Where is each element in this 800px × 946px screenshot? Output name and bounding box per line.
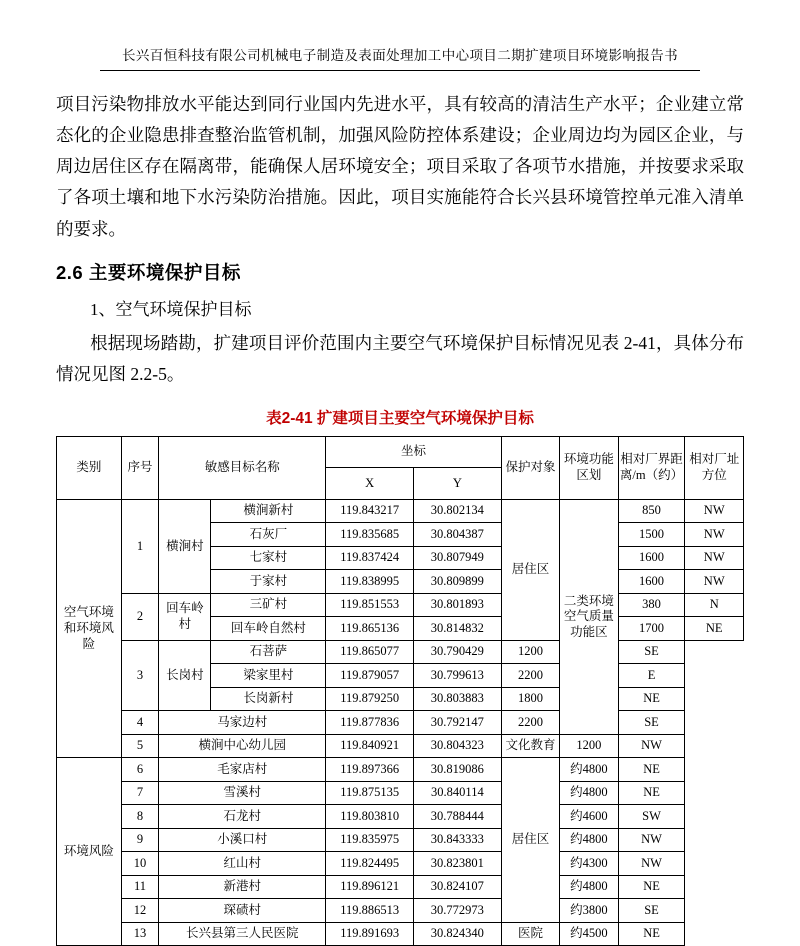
cell-y: 30.803883 xyxy=(414,687,502,711)
cell-protect-object: 医院 xyxy=(501,922,559,946)
cell-target-name: 马家边村 xyxy=(159,711,326,735)
cell-x: 119.897366 xyxy=(326,758,414,782)
cell-village: 长岗村 xyxy=(159,640,211,711)
cell-target-name: 雪溪村 xyxy=(159,781,326,805)
cell-distance: 1600 xyxy=(618,570,685,594)
cell-direction: NE xyxy=(685,617,744,641)
cell-distance: 1800 xyxy=(501,687,559,711)
cell-y: 30.814832 xyxy=(414,617,502,641)
table-row xyxy=(57,711,744,735)
cell-target-name: 横涧新村 xyxy=(211,499,326,523)
cell-index: 9 xyxy=(121,828,159,852)
cell-direction: N xyxy=(685,593,744,617)
cell-distance: 约4800 xyxy=(560,758,618,782)
cell-distance: 约3800 xyxy=(560,899,618,923)
body-paragraph-2 xyxy=(56,328,744,390)
cell-target-name: 长兴县第三人民医院 xyxy=(159,922,326,946)
cell-target-name: 毛家店村 xyxy=(159,758,326,782)
th-target-name: 敏感目标名称 xyxy=(159,436,326,499)
cell-direction: NE xyxy=(618,922,685,946)
sub-item-heading: 1、空气环境保护目标 xyxy=(90,299,252,319)
cell-target-name: 横涧中心幼儿园 xyxy=(159,734,326,758)
cell-y: 30.824107 xyxy=(414,875,502,899)
cell-x: 119.886513 xyxy=(326,899,414,923)
table-row xyxy=(57,593,744,617)
cell-x: 119.835975 xyxy=(326,828,414,852)
cell-index: 7 xyxy=(121,781,159,805)
cell-y: 30.788444 xyxy=(414,805,502,829)
cell-x: 119.879250 xyxy=(326,687,414,711)
cell-direction: NW xyxy=(685,499,744,523)
paragraph-text: 根据现场踏勘，扩建项目评价范围内主要空气环境保护目标情况见表 2-41，具体分布情况见图 2.2-5。 xyxy=(56,332,744,384)
cell-x: 119.843217 xyxy=(326,499,414,523)
cell-index: 13 xyxy=(121,922,159,946)
cell-direction: NW xyxy=(618,734,685,758)
table-row xyxy=(57,734,744,758)
cell-x: 119.891693 xyxy=(326,922,414,946)
th-category: 类别 xyxy=(57,436,122,499)
cell-index: 6 xyxy=(121,758,159,782)
cell-distance: 约4300 xyxy=(560,852,618,876)
cell-y: 30.809899 xyxy=(414,570,502,594)
cell-distance: 约4800 xyxy=(560,875,618,899)
cell-distance: 1600 xyxy=(618,546,685,570)
cell-x: 119.835685 xyxy=(326,523,414,547)
cell-distance: 2200 xyxy=(501,664,559,688)
cell-group-label: 空气环境和环境风险 xyxy=(57,499,122,758)
cell-distance: 1500 xyxy=(618,523,685,547)
cell-target-name: 回车岭自然村 xyxy=(211,617,326,641)
table-row xyxy=(57,875,744,899)
cell-target-name: 长岗新村 xyxy=(211,687,326,711)
cell-protect-object: 居住区 xyxy=(501,758,559,923)
cell-direction: SE xyxy=(618,640,685,664)
cell-distance: 850 xyxy=(618,499,685,523)
cell-direction: NE xyxy=(618,875,685,899)
cell-index: 8 xyxy=(121,805,159,829)
cell-index: 1 xyxy=(121,499,159,593)
cell-protect-object: 文化教育 xyxy=(501,734,559,758)
cell-x: 119.803810 xyxy=(326,805,414,829)
table-row xyxy=(57,828,744,852)
cell-distance: 约4500 xyxy=(560,922,618,946)
cell-x: 119.837424 xyxy=(326,546,414,570)
cell-distance: 约4800 xyxy=(560,828,618,852)
cell-y: 30.804323 xyxy=(414,734,502,758)
cell-y: 30.823801 xyxy=(414,852,502,876)
cell-target-name: 石龙村 xyxy=(159,805,326,829)
cell-x: 119.896121 xyxy=(326,875,414,899)
cell-direction: NW xyxy=(685,546,744,570)
th-coord-y: Y xyxy=(414,468,502,500)
cell-village: 回车岭村 xyxy=(159,593,211,640)
cell-y: 30.802134 xyxy=(414,499,502,523)
cell-target-name: 石灰厂 xyxy=(211,523,326,547)
cell-function-zone: 二类环境空气质量功能区 xyxy=(560,499,618,734)
cell-direction: NE xyxy=(618,758,685,782)
cell-distance: 约4600 xyxy=(560,805,618,829)
cell-distance: 约4800 xyxy=(560,781,618,805)
cell-index: 3 xyxy=(121,640,159,711)
cell-index: 12 xyxy=(121,899,159,923)
cell-group-label: 环境风险 xyxy=(57,758,122,946)
cell-y: 30.807949 xyxy=(414,546,502,570)
cell-direction: SW xyxy=(618,805,685,829)
cell-distance: 1200 xyxy=(560,734,618,758)
cell-x: 119.851553 xyxy=(326,593,414,617)
cell-x: 119.877836 xyxy=(326,711,414,735)
section-heading: 2.6 主要环境保护目标 xyxy=(56,261,241,283)
cell-x: 119.838995 xyxy=(326,570,414,594)
cell-distance: 1700 xyxy=(618,617,685,641)
cell-y: 30.790429 xyxy=(414,640,502,664)
cell-y: 30.840114 xyxy=(414,781,502,805)
cell-target-name: 于家村 xyxy=(211,570,326,594)
cell-y: 30.801893 xyxy=(414,593,502,617)
cell-direction: NE xyxy=(618,781,685,805)
cell-target-name: 梁家里村 xyxy=(211,664,326,688)
cell-x: 119.865136 xyxy=(326,617,414,641)
cell-x: 119.840921 xyxy=(326,734,414,758)
th-protect-object: 保护对象 xyxy=(501,436,559,499)
cell-target-name: 小溪口村 xyxy=(159,828,326,852)
cell-x: 119.875135 xyxy=(326,781,414,805)
page-header: 长兴百恒科技有限公司机械电子制造及表面处理加工中心项目二期扩建项目环境影响报告书 xyxy=(100,44,700,71)
cell-direction: NW xyxy=(685,523,744,547)
cell-village: 横涧村 xyxy=(159,499,211,593)
body-paragraph-1 xyxy=(56,89,744,245)
table-caption: 表2-41 扩建项目主要空气环境保护目标 xyxy=(266,409,534,427)
th-index: 序号 xyxy=(121,436,159,499)
th-coordinates: 坐标 xyxy=(326,436,501,468)
cell-y: 30.843333 xyxy=(414,828,502,852)
th-coord-x: X xyxy=(326,468,414,500)
cell-y: 30.772973 xyxy=(414,899,502,923)
cell-distance: 2200 xyxy=(501,711,559,735)
air-environment-protection-targets-table xyxy=(56,436,744,946)
cell-distance: 380 xyxy=(618,593,685,617)
cell-direction: NE xyxy=(618,687,685,711)
cell-index: 4 xyxy=(121,711,159,735)
cell-y: 30.799613 xyxy=(414,664,502,688)
cell-direction: NW xyxy=(618,828,685,852)
table-row xyxy=(57,805,744,829)
cell-distance: 1200 xyxy=(501,640,559,664)
cell-target-name: 三矿村 xyxy=(211,593,326,617)
table-row xyxy=(57,781,744,805)
cell-direction: SE xyxy=(618,711,685,735)
cell-y: 30.804387 xyxy=(414,523,502,547)
table-header-row xyxy=(57,436,744,468)
cell-x: 119.824495 xyxy=(326,852,414,876)
table-row xyxy=(57,640,744,664)
cell-direction: NW xyxy=(618,852,685,876)
th-direction: 相对厂址方位 xyxy=(685,436,744,499)
cell-y: 30.819086 xyxy=(414,758,502,782)
cell-direction: SE xyxy=(618,899,685,923)
table-row xyxy=(57,758,744,782)
cell-direction: NW xyxy=(685,570,744,594)
cell-x: 119.865077 xyxy=(326,640,414,664)
cell-target-name: 红山村 xyxy=(159,852,326,876)
cell-target-name: 石菩萨 xyxy=(211,640,326,664)
cell-direction: E xyxy=(618,664,685,688)
cell-target-name: 七家村 xyxy=(211,546,326,570)
table-row xyxy=(57,922,744,946)
table-row xyxy=(57,499,744,523)
th-function-zone: 环境功能区划 xyxy=(560,436,618,499)
cell-target-name: 新港村 xyxy=(159,875,326,899)
cell-index: 2 xyxy=(121,593,159,640)
cell-index: 11 xyxy=(121,875,159,899)
cell-index: 10 xyxy=(121,852,159,876)
cell-y: 30.824340 xyxy=(414,922,502,946)
paragraph-text: 项目污染物排放水平能达到同行业国内先进水平，具有较高的清洁生产水平；企业建立常态化的企业隐患排查整治监管机制，加强风险防控体系建设；企业周边均为园区企业，与周边居住区存在隔离带，能确保人居环境安全；项目采取了各项节水措施，并按要求采取了各项土壤和地下水污染防治措施。因此，项目实施能符合长兴县环境管控单元准入清单的要求。 xyxy=(56,94,744,239)
cell-target-name: 琛碛村 xyxy=(159,899,326,923)
cell-protect-object: 居住区 xyxy=(501,499,559,640)
table-row xyxy=(57,852,744,876)
cell-x: 119.879057 xyxy=(326,664,414,688)
cell-index: 5 xyxy=(121,734,159,758)
th-distance: 相对厂界距离/m（约） xyxy=(618,436,685,499)
cell-y: 30.792147 xyxy=(414,711,502,735)
